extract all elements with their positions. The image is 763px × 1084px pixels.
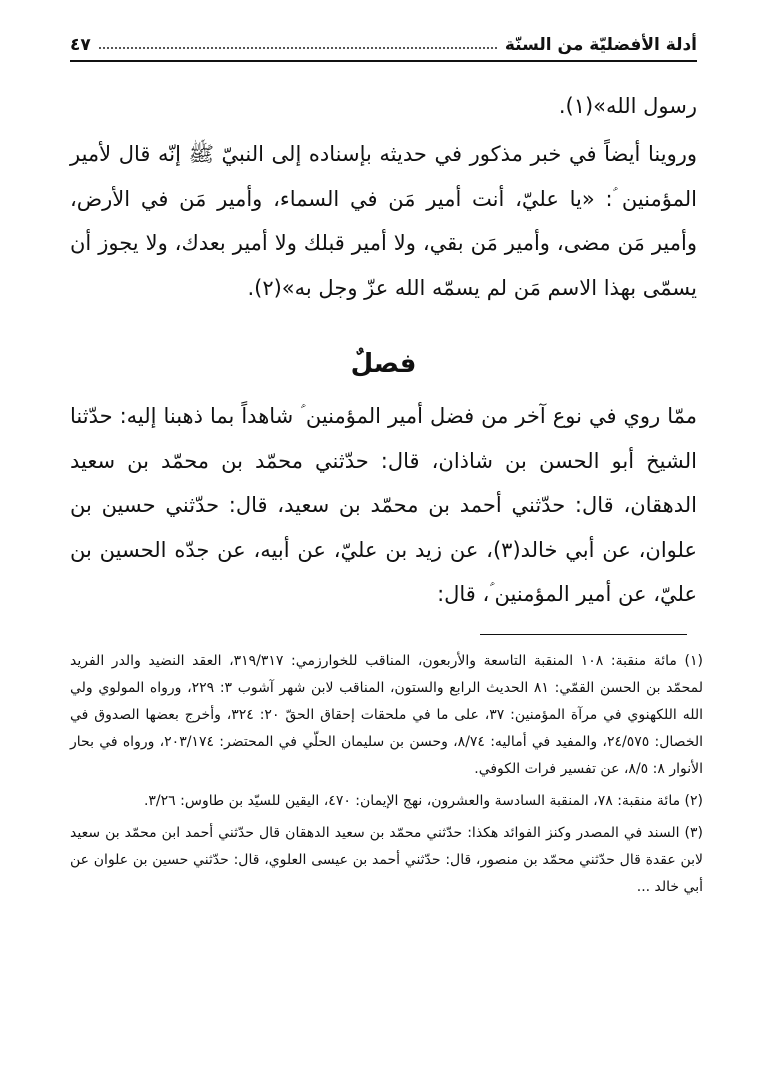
header-dot-leader <box>99 41 497 49</box>
footnotes <box>70 648 703 906</box>
section-heading: فصلٌ <box>350 349 417 379</box>
footnote-1: (١) مائة منقبة: ١٠٨ المنقبة التاسعة والأربعون، المناقب للخوارزمي: ٣١٩/٣١٧، العقد النضيد والدر الفريد لمحمّد بن الحسن القمّي: ٨١ الحديث الرابع والستون، المناقب لابن شهر آشوب ٣: ٢٢٩، ورواه المولوي ولي الله اللكهنوي في مرآة المؤمنين: ٣٧، على ما في ملحقات إحقاق الحقّ ٢٠: ٣٢٤، وأخرج بعضها الصدوق في الخصال: ٢٤/٥٧٥، والمفيد في أماليه: ٨/٧٤، وحسن بن سليمان الحلّي في المحتضر: ٢٠٣/١٧٤، ورواه في بحار الأنوار ٨: ٨/٥، عن تفسير فرات الكوفي. <box>70 653 704 777</box>
footnote-separator <box>480 634 687 635</box>
footnote-3: (٣) السند في المصدر وكنز الفوائد هكذا: حدّثني محمّد بن سعيد الدهقان قال حدّثني أحمد ابن محمّد بن سعيد لابن عقدة قال حدّثني محمّد بن منصور، قال: حدّثني أحمد بن عيسى العلوي، قال: حدّثني حسين بن علوان عن أبي خالد ... <box>70 825 703 895</box>
header-title: أدلة الأفضليّة من السنّة <box>504 35 697 55</box>
paragraph-hadith: وروينا أيضاً في خبر مذكور في حديثه بإسناده إلى النبيّ ﷺ إنّه قال لأمير المؤمنين ؑ: «يا عليّ، أنت أمير مَن في السماء، وأمير مَن في الأرض، وأمير مَن مضى، وأمير مَن بقي، ولا أمير قبلك ولا أمير بعدك، ولا يجوز أن يسمّى بهذا الاسم مَن لم يسمّه الله عزّ وجل به»(٢). <box>70 142 697 300</box>
paragraph-continuation: رسول الله»(١). <box>558 94 697 118</box>
paragraph-isnad: ممّا روي في نوع آخر من فضل أمير المؤمنين ؑ شاهداً بما ذهبنا إليه: حدّثنا الشيخ أبو الحسن بن شاذان، قال: حدّثني محمّد بن محمّد بن سعيد الدهقان، قال: حدّثني أحمد بن محمّد بن سعيد، قال: حدّثني حسين بن علوان، عن أبي خالد(٣)، عن زيد بن عليّ، عن أبيه، عن جدّه الحسين بن عليّ، عن أمير المؤمنين ؑ، قال: <box>70 404 697 606</box>
running-header <box>70 30 697 62</box>
page-number: ٤٧ <box>70 35 91 55</box>
main-text <box>70 88 697 617</box>
footnote-2: (٢) مائة منقبة: ٧٨، المنقبة السادسة والعشرون، نهج الإيمان: ٤٧٠، اليقين للسيّد بن طاوس: ٣/٢٦. <box>143 793 703 809</box>
